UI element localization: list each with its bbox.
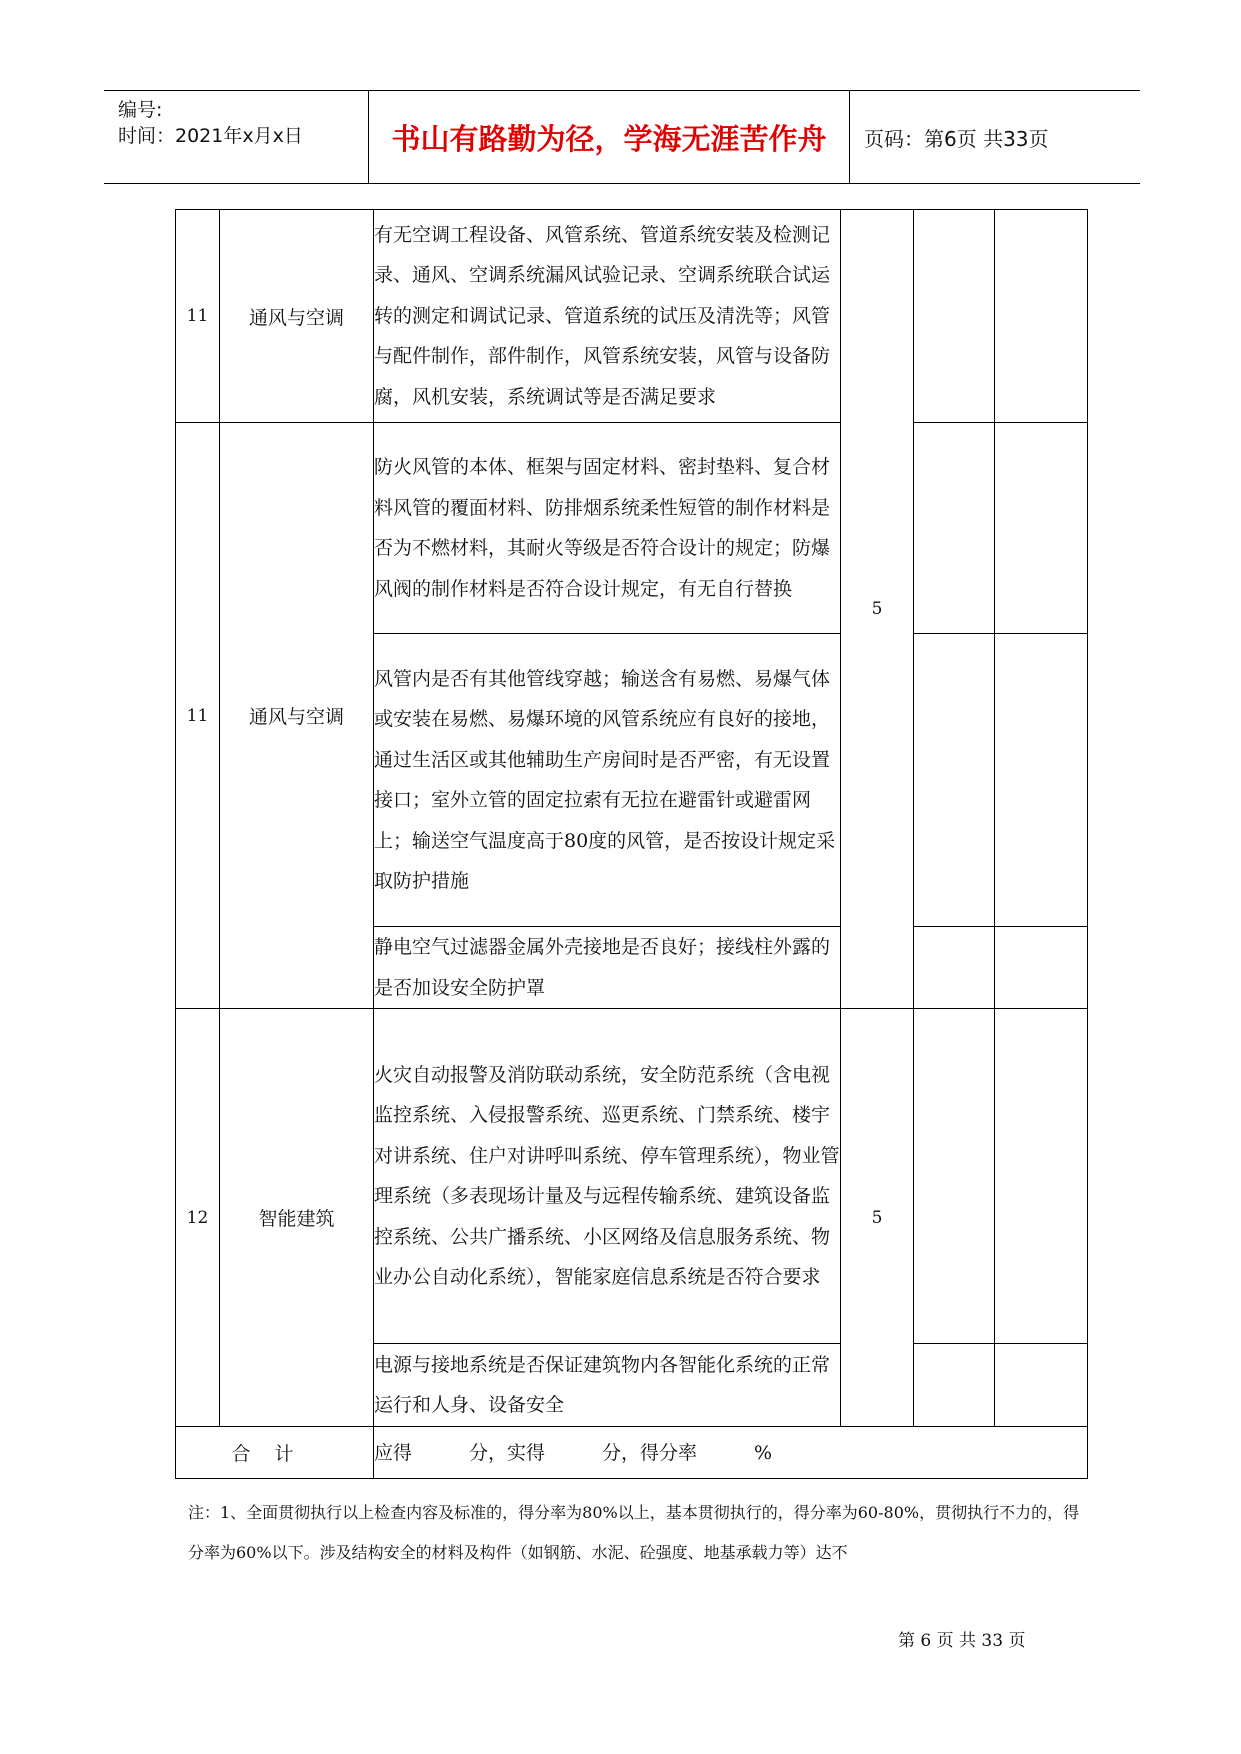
empty-cell (914, 423, 995, 634)
header-page-number: 页码：第6页 共33页 (864, 126, 1049, 151)
number-label: 编号: (118, 99, 163, 121)
header-motto: 书山有路勤为径，学海无涯苦作舟 (369, 91, 850, 183)
empty-cell (914, 927, 995, 1009)
time-label: 时间：2021年x月x日 (118, 125, 303, 147)
item-content: 风管内是否有其他管线穿越；输送含有易燃、易爆气体或安装在易燃、易爆环境的风管系统应有良好的接地，通过生活区或其他辅助生产房间时是否严密，有无设置接口；室外立管的固定拉索有无拉在避雷针或避雷网上；输送空气温度高于80度的风管，是否按设计规定采取防护措施 (374, 634, 841, 927)
header-meta (104, 91, 369, 183)
empty-cell (914, 1009, 995, 1344)
empty-cell (995, 423, 1088, 634)
item-category: 通风与空调 (220, 423, 374, 1009)
empty-cell (914, 210, 995, 423)
footnote: 注：1、全面贯彻执行以上检查内容及标准的，得分率为80%以上，基本贯彻执行的，得分率为60-80%，贯彻执行不力的，得分率为60%以下。涉及结构安全的材料及构件（如钢筋、水泥、砼强度、地基承载力等）达不 (188, 1503, 1080, 1562)
item-score: 5 (841, 210, 914, 1009)
item-content: 静电空气过滤器金属外壳接地是否良好；接线柱外露的是否加设安全防护罩 (374, 927, 841, 1009)
empty-cell (914, 1344, 995, 1427)
page-header (104, 90, 1140, 184)
empty-cell (995, 1009, 1088, 1344)
item-content: 电源与接地系统是否保证建筑物内各智能化系统的正常运行和人身、设备安全 (374, 1344, 841, 1427)
empty-cell (995, 634, 1088, 927)
total-row (176, 1427, 1088, 1479)
item-category: 通风与空调 (220, 210, 374, 423)
item-number: 11 (176, 423, 220, 1009)
item-category: 智能建筑 (220, 1009, 374, 1427)
item-number: 11 (176, 210, 220, 423)
total-label: 合计 (176, 1427, 374, 1479)
empty-cell (995, 927, 1088, 1009)
empty-cell (914, 634, 995, 927)
total-text: 应得 分，实得 分，得分率 % (374, 1427, 1088, 1479)
item-content: 有无空调工程设备、风管系统、管道系统安装及检测记录、通风、空调系统漏风试验记录、空调系统联合试运转的测定和调试记录、管道系统的试压及清洗等；风管与配件制作，部件制作，风管系统安装，风管与设备防腐，风机安装，系统调试等是否满足要求 (374, 210, 841, 423)
table-row (176, 1009, 1088, 1344)
table-row (176, 423, 1088, 634)
table-row (176, 210, 1088, 423)
inspection-table (175, 209, 1088, 1479)
item-content: 防火风管的本体、框架与固定材料、密封垫料、复合材料风管的覆面材料、防排烟系统柔性短管的制作材料是否为不燃材料，其耐火等级是否符合设计的规定；防爆风阀的制作材料是否符合设计规定，有无自行替换 (374, 423, 841, 634)
empty-cell (995, 210, 1088, 423)
page-footer: 第 6 页 共 33 页 (898, 1631, 1026, 1651)
empty-cell (995, 1344, 1088, 1427)
item-content: 火灾自动报警及消防联动系统，安全防范系统（含电视监控系统、入侵报警系统、巡更系统、门禁系统、楼宇对讲系统、住户对讲呼叫系统、停车管理系统），物业管理系统（多表现场计量及与远程传输系统、建筑设备监控系统、公共广播系统、小区网络及信息服务系统、物业办公自动化系统），智能家庭信息系统是否符合要求 (374, 1009, 841, 1344)
item-number: 12 (176, 1009, 220, 1427)
item-score: 5 (841, 1009, 914, 1427)
